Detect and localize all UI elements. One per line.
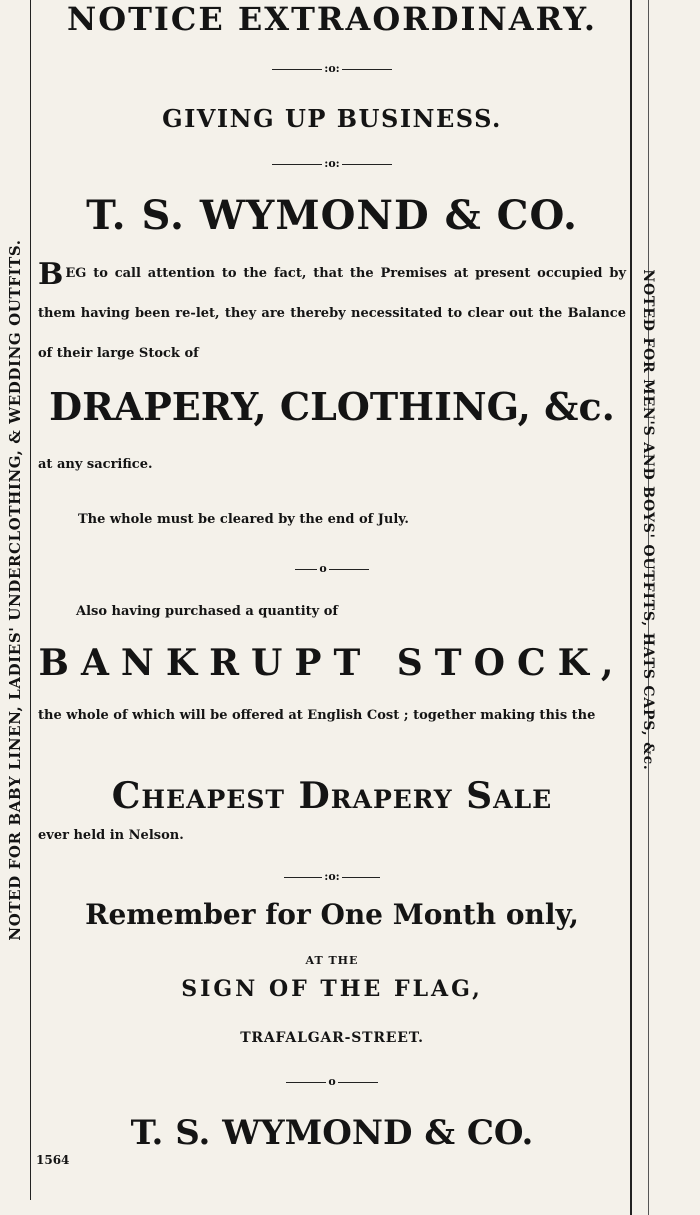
headline-cheapest-sale: Cheapest Drapery Sale bbox=[111, 775, 553, 817]
side-text-right: NOTED FOR MEN'S AND BOYS' OUTFITS, HATS CAPS, &c. bbox=[640, 269, 656, 771]
divider-5: o bbox=[36, 1075, 628, 1088]
at-the-text: AT THE bbox=[305, 954, 359, 967]
drop-cap-letter: B bbox=[38, 257, 64, 292]
headline-drapery-clothing: DRAPERY, CLOTHING, &c. bbox=[49, 384, 615, 429]
headline-giving-up-business: GIVING UP BUSINESS. bbox=[162, 104, 502, 133]
also-having-text: Also having purchased a quantity of bbox=[76, 604, 339, 619]
at-any-sacrifice-text: at any sacrifice. bbox=[38, 457, 153, 472]
ever-held-text: ever held in Nelson. bbox=[38, 828, 184, 843]
advertisement-number: 1564 bbox=[36, 1153, 70, 1167]
footer-firm-name: T. S. WYMOND & CO. bbox=[130, 1113, 534, 1153]
divider-4: :o: bbox=[36, 870, 628, 883]
headline-remember: Remember for One Month only, bbox=[85, 898, 579, 931]
advertisement-body bbox=[36, 0, 628, 1215]
divider-2: :o: bbox=[36, 157, 628, 170]
left-border-rule bbox=[30, 0, 31, 1200]
paragraph-english-cost: the whole of which will be offered at English Cost ; together making this the bbox=[38, 708, 596, 723]
headline-bankrupt-stock: BANKRUPT STOCK, bbox=[38, 642, 626, 684]
divider-3: o bbox=[36, 562, 628, 575]
cleared-by-text: The whole must be cleared by the end of July. bbox=[78, 512, 409, 527]
side-text-left: NOTED FOR BABY LINEN, LADIES' UNDERCLOTHING, & WEDDING OUTFITS. bbox=[6, 239, 24, 941]
right-border-rule bbox=[630, 0, 632, 1215]
street-name: TRAFALGAR-STREET. bbox=[240, 1030, 424, 1046]
paragraph-premises: BEG to call attention to the fact, that the Premises at present occupied by them having been re-let, they are thereby necessitated to clear out the Balance of their large Stock of bbox=[38, 257, 626, 361]
headline-sign-of-flag: SIGN OF THE FLAG, bbox=[181, 976, 483, 1002]
headline-firm-name: T. S. WYMOND & CO. bbox=[86, 192, 578, 239]
headline-notice: NOTICE EXTRAORDINARY. bbox=[66, 0, 598, 38]
divider-1: :o: bbox=[36, 62, 628, 75]
